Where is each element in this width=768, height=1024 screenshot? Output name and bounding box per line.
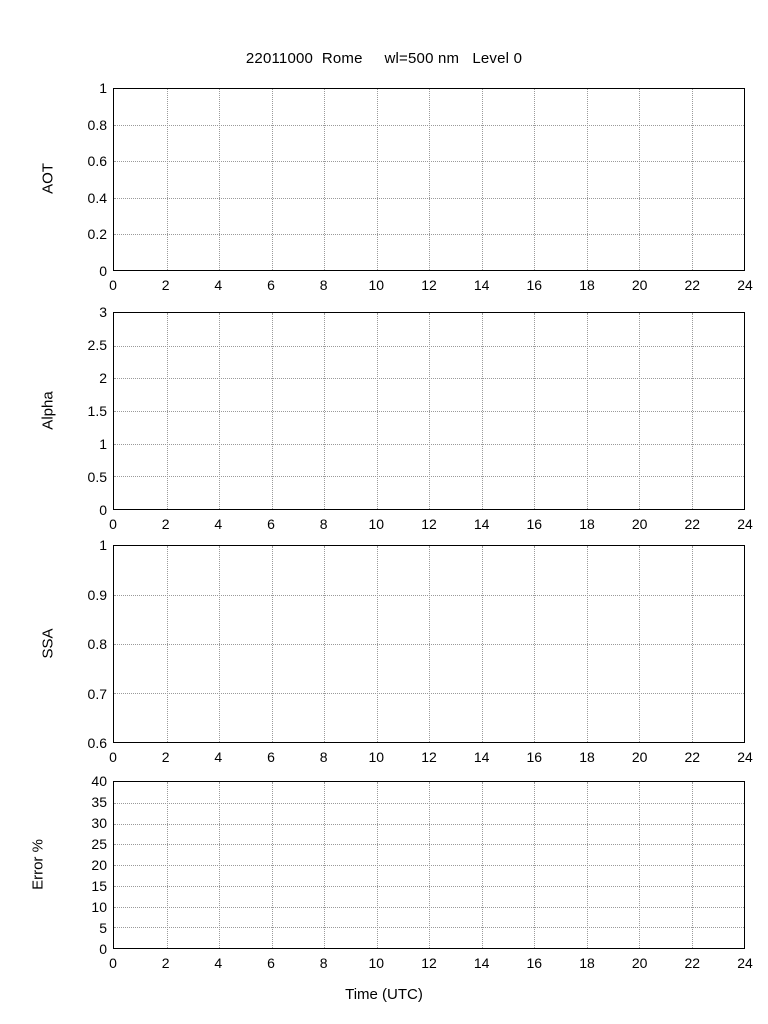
ytick: 0.4 xyxy=(87,189,107,206)
xtick: 2 xyxy=(161,277,170,293)
xtick: 16 xyxy=(526,955,543,971)
yaxis-label-error: Error % xyxy=(29,839,47,890)
gridline-horizontal xyxy=(114,346,744,347)
ytick: 0 xyxy=(99,502,107,518)
gridline-vertical xyxy=(429,89,430,270)
ytick: 15 xyxy=(91,878,107,894)
gridline-horizontal xyxy=(114,125,744,126)
ytick: 2 xyxy=(99,370,107,386)
xtick: 22 xyxy=(684,749,701,765)
gridline-horizontal xyxy=(114,234,744,235)
gridline-horizontal xyxy=(114,411,744,412)
xtick: 10 xyxy=(368,955,385,971)
xtick: 24 xyxy=(737,516,753,532)
xtick: 4 xyxy=(214,955,223,971)
gridline-horizontal xyxy=(114,886,744,887)
xtick: 8 xyxy=(319,749,328,765)
gridline-horizontal xyxy=(114,476,744,477)
ytick: 1 xyxy=(99,436,107,452)
xtick: 20 xyxy=(631,749,648,765)
gridline-vertical xyxy=(639,89,640,270)
xtick: 2 xyxy=(161,516,170,532)
gridline-horizontal xyxy=(114,444,744,445)
xtick: 14 xyxy=(473,955,490,971)
ytick: 1 xyxy=(99,80,107,96)
gridline-vertical xyxy=(167,89,168,270)
xtick: 24 xyxy=(737,955,753,971)
ytick: 10 xyxy=(91,899,107,915)
xtick: 18 xyxy=(579,516,595,532)
xtick: 18 xyxy=(579,749,595,765)
xtick: 6 xyxy=(267,516,275,532)
xtick: 10 xyxy=(368,749,385,765)
gridline-vertical xyxy=(377,89,378,270)
page-title: 22011000 Rome wl=500 nm Level 0 xyxy=(245,50,523,67)
gridline-horizontal xyxy=(114,161,744,162)
ytick: 3 xyxy=(99,304,107,320)
ytick: 0.2 xyxy=(87,226,107,243)
gridline-horizontal xyxy=(114,693,744,694)
ytick: 0.6 xyxy=(87,735,107,751)
xtick: 18 xyxy=(579,277,595,293)
ytick: 0.8 xyxy=(87,116,107,133)
xtick: 2 xyxy=(161,749,170,765)
xtick: 12 xyxy=(421,277,437,293)
xtick: 6 xyxy=(267,749,275,765)
gridline-vertical xyxy=(587,89,588,270)
xtick: 12 xyxy=(421,516,437,532)
ytick: 0 xyxy=(99,263,107,279)
plot-area-aot xyxy=(113,88,745,271)
gridline-horizontal xyxy=(114,378,744,379)
xaxis-ticks-alpha xyxy=(109,516,753,535)
gridline-horizontal xyxy=(114,907,744,908)
xtick: 10 xyxy=(368,277,385,293)
xtick: 18 xyxy=(579,955,595,971)
yaxis-label-ssa: SSA xyxy=(39,628,57,659)
panel-aot xyxy=(0,80,768,293)
xaxis-ticks-ssa xyxy=(109,749,753,768)
ytick: 40 xyxy=(91,773,107,789)
xtick: 2 xyxy=(161,955,170,971)
gridline-horizontal xyxy=(114,198,744,199)
xtick: 24 xyxy=(737,749,753,765)
xtick: 16 xyxy=(526,516,543,532)
xtick: 6 xyxy=(267,277,275,293)
xtick: 0 xyxy=(109,277,117,293)
xtick: 4 xyxy=(214,277,223,293)
xtick: 10 xyxy=(368,516,385,532)
xaxis-ticks-error xyxy=(109,955,753,974)
xtick: 12 xyxy=(421,749,437,765)
ytick: 2.5 xyxy=(87,337,107,353)
gridline-horizontal xyxy=(114,595,744,596)
ytick: 25 xyxy=(91,836,107,852)
gridline-vertical xyxy=(272,89,273,270)
xtick: 14 xyxy=(473,277,490,293)
gridline-horizontal xyxy=(114,844,744,845)
xtick: 22 xyxy=(684,955,701,971)
panel-ssa xyxy=(0,537,768,775)
ytick: 20 xyxy=(91,857,107,873)
panel-error xyxy=(0,773,768,1001)
ytick: 5 xyxy=(99,920,107,936)
ytick: 0.8 xyxy=(87,636,107,652)
xtick: 6 xyxy=(267,955,275,971)
xtick: 14 xyxy=(473,516,490,532)
gridline-horizontal xyxy=(114,927,744,928)
xtick: 8 xyxy=(319,516,328,532)
gridline-vertical xyxy=(324,89,325,270)
plot-area-ssa xyxy=(113,545,745,743)
xtick: 20 xyxy=(631,516,648,532)
xtick: 8 xyxy=(319,955,328,971)
xtick: 16 xyxy=(526,749,543,765)
xtick: 16 xyxy=(526,277,543,293)
ytick: 1.5 xyxy=(87,403,107,419)
gridline-horizontal xyxy=(114,644,744,645)
xtick: 4 xyxy=(214,749,223,765)
ytick: 1 xyxy=(99,537,107,553)
gridline-vertical xyxy=(482,89,483,270)
xtick: 8 xyxy=(319,277,328,293)
xtick: 12 xyxy=(421,955,437,971)
gridline-vertical xyxy=(534,89,535,270)
gridline-horizontal xyxy=(114,824,744,825)
xtick: 0 xyxy=(109,955,117,971)
plot-area-error xyxy=(113,781,745,949)
ytick: 0.7 xyxy=(87,685,107,702)
gridline-horizontal xyxy=(114,803,744,804)
xtick: 14 xyxy=(473,749,490,765)
ytick: 0.9 xyxy=(87,586,107,603)
gridline-vertical xyxy=(692,89,693,270)
yaxis-label-aot: AOT xyxy=(39,163,57,194)
xtick: 22 xyxy=(684,516,701,532)
xtick: 0 xyxy=(109,749,117,765)
ytick: 0.6 xyxy=(87,153,107,170)
gridline-horizontal xyxy=(114,865,744,866)
xtick: 0 xyxy=(109,516,117,532)
xtick: 22 xyxy=(684,277,701,293)
xaxis-label: Time (UTC) xyxy=(345,986,423,1003)
yaxis-label-alpha: Alpha xyxy=(39,391,57,430)
ytick: 0.5 xyxy=(87,469,107,485)
panel-alpha xyxy=(0,304,768,542)
yaxis-ticks-error xyxy=(41,773,107,957)
ytick: 35 xyxy=(91,794,107,810)
xtick: 24 xyxy=(737,277,753,293)
plot-area-alpha xyxy=(113,312,745,510)
xtick: 20 xyxy=(631,955,648,971)
xtick: 4 xyxy=(214,516,223,532)
gridline-vertical xyxy=(219,89,220,270)
ytick: 30 xyxy=(91,815,107,831)
ytick: 0 xyxy=(99,941,107,957)
xtick: 20 xyxy=(631,277,648,293)
xaxis-ticks-aot xyxy=(109,277,753,296)
